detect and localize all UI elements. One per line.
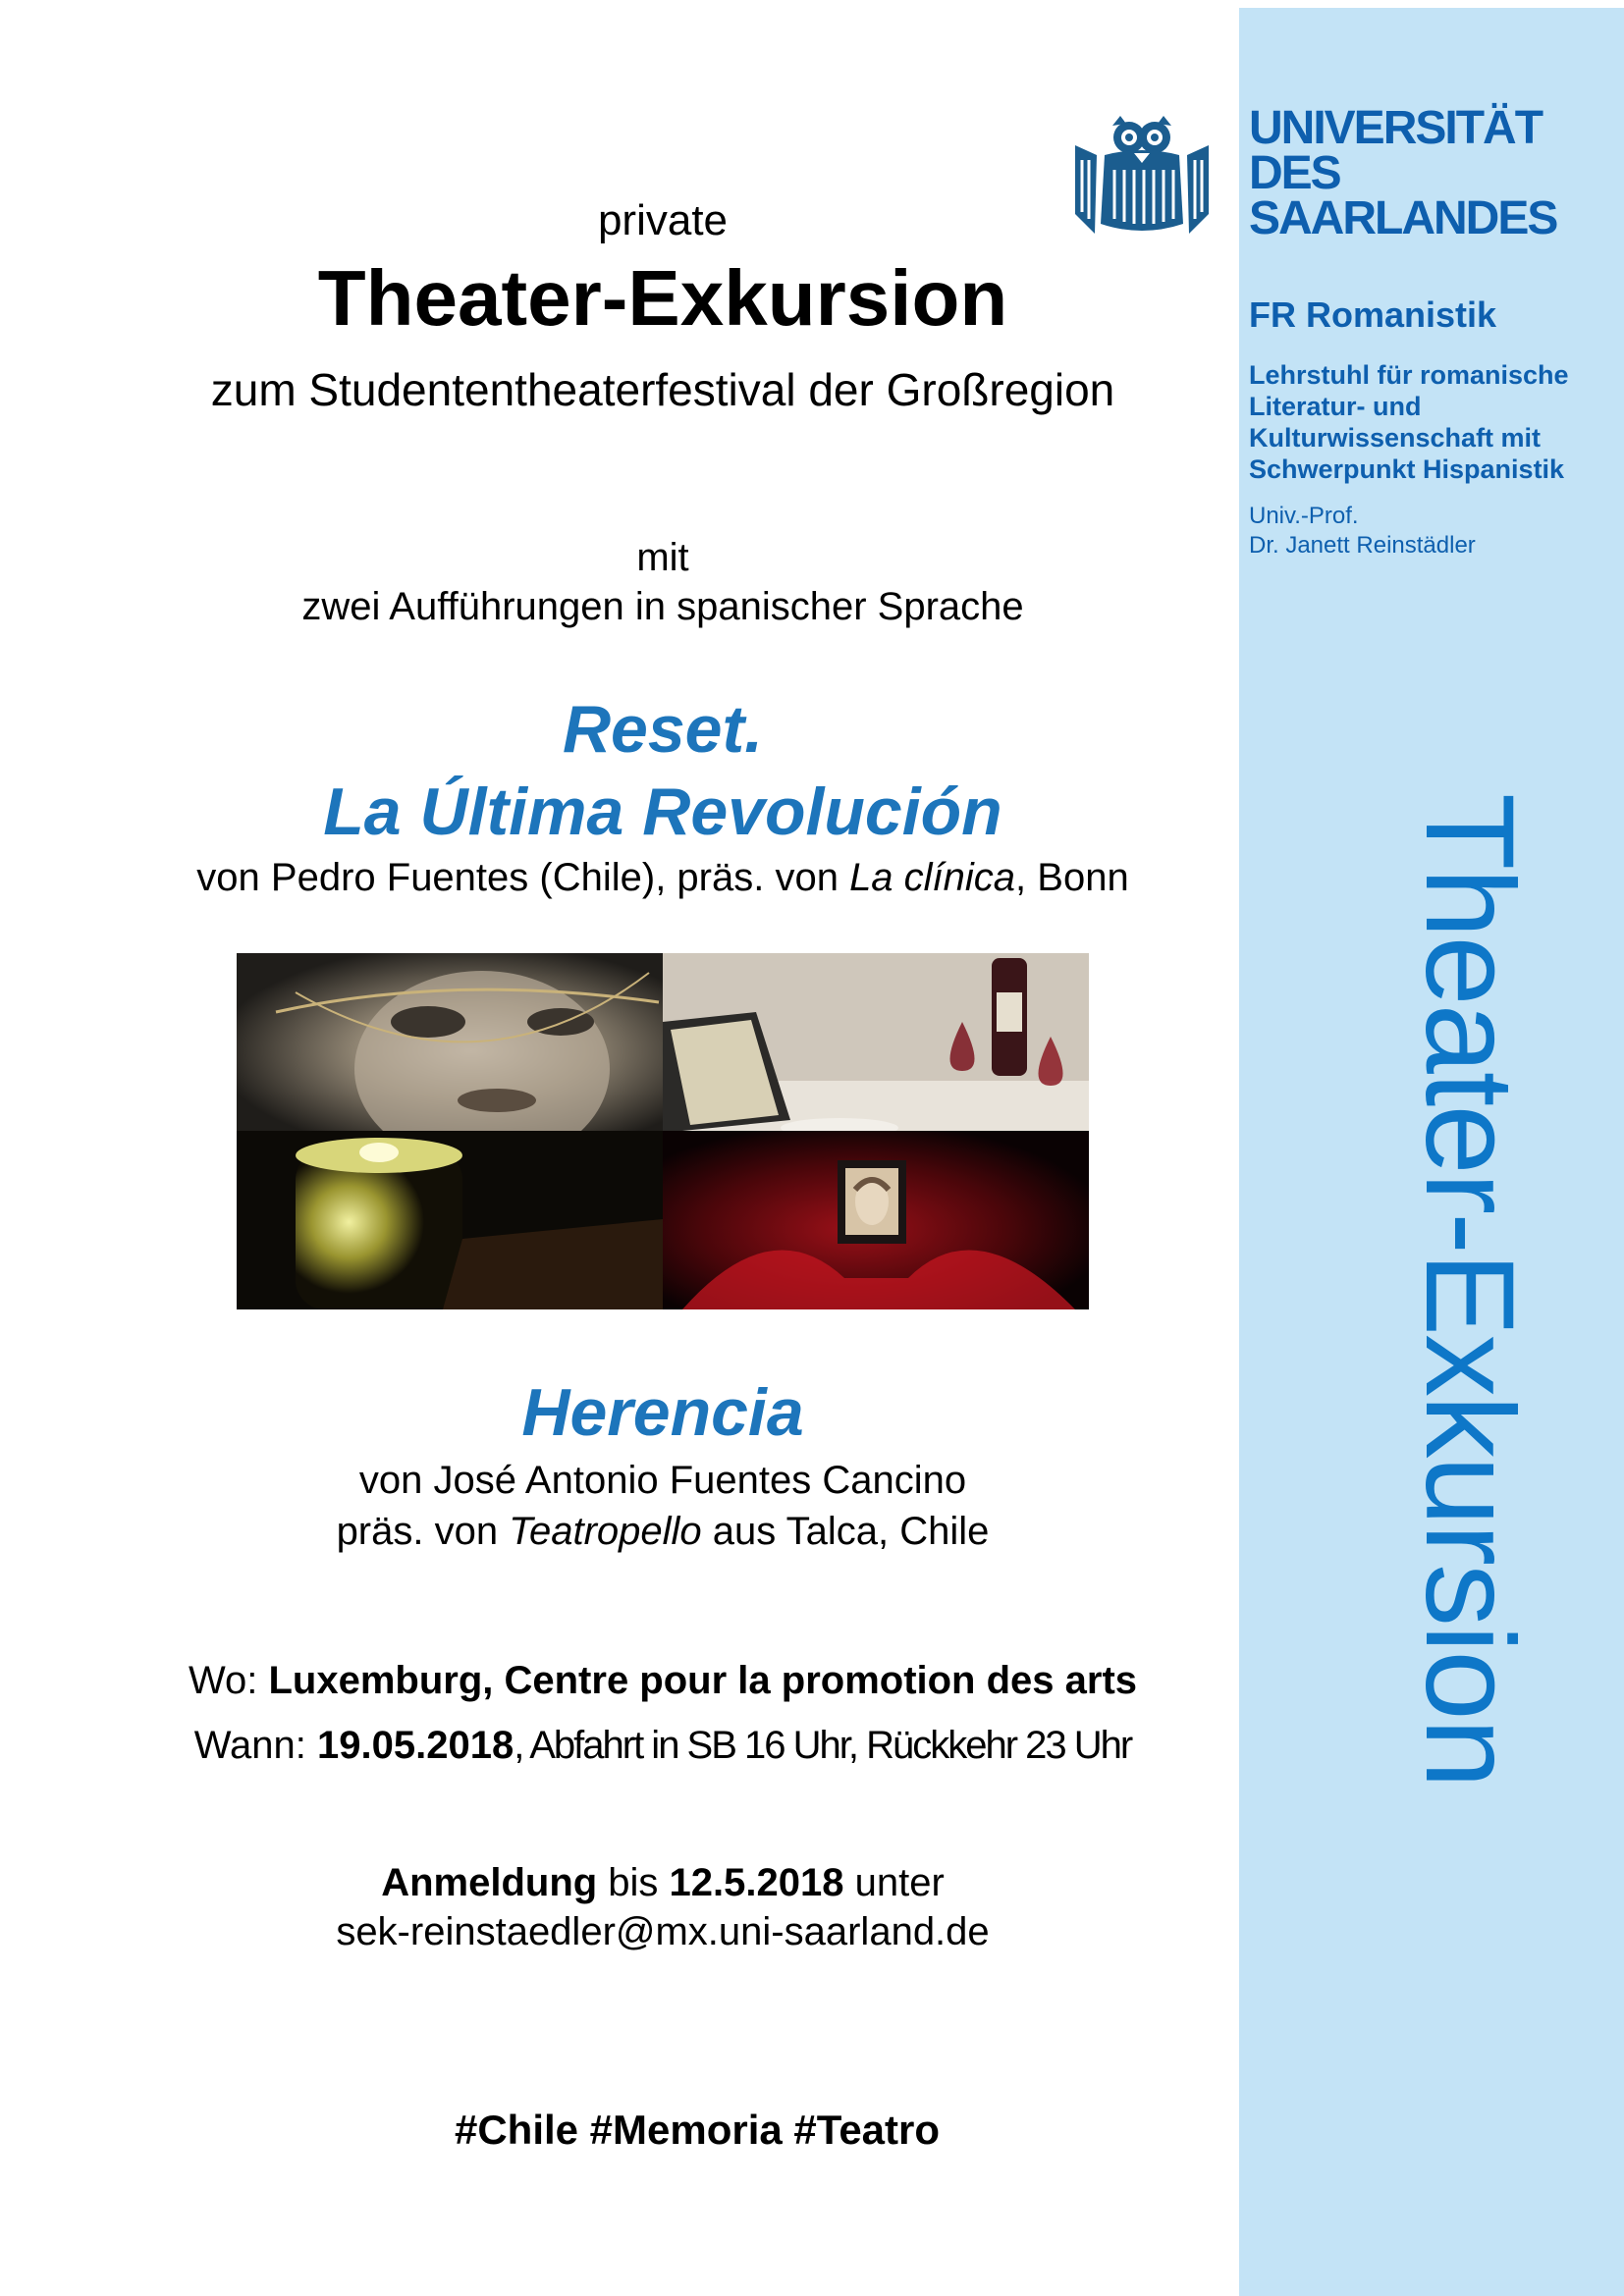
date-line [0, 1724, 1326, 1768]
chair-line3: Kulturwissenschaft mit [1249, 423, 1542, 453]
location-label: Wo: [188, 1659, 269, 1702]
chair-line2: Literatur- und [1249, 392, 1422, 421]
registration-line [0, 1861, 1326, 1905]
registration-bis: bis [597, 1861, 670, 1904]
poster-subtitle: zum Studententheaterfestival der Großregion [210, 364, 1115, 415]
poster-title: Theater-Exkursion [317, 254, 1008, 342]
play2-author: von José Antonio Fuentes Cancino [358, 1459, 967, 1502]
play2-credit [0, 1510, 1326, 1554]
registration-unter: unter [843, 1861, 945, 1904]
chair-line4: Schwerpunkt Hispanistik [1249, 454, 1565, 484]
play2-credit-pre: präs. von [336, 1510, 510, 1553]
registration-label: Anmeldung [381, 1861, 598, 1904]
university-line1: UNIVERSITÄT [1249, 102, 1543, 154]
location-line [0, 1659, 1326, 1703]
date-details: , Abfahrt in SB 16 Uhr, Rückkehr 23 Uhr [514, 1724, 1132, 1767]
location-value: Luxemburg, Centre pour la promotion des arts [268, 1659, 1138, 1702]
owl-logo-icon [1075, 116, 1209, 238]
chair-name [1249, 359, 1569, 485]
date-label: Wann: [193, 1724, 317, 1767]
university-name [1249, 102, 1557, 244]
play1-title-line2: La Última Revolución [323, 774, 1002, 849]
photo-candle [237, 1131, 663, 1309]
vertical-title: Theater-Exkursion [1399, 793, 1540, 1787]
play1-company: La clínica [849, 856, 1016, 899]
registration-date: 12.5.2018 [669, 1861, 844, 1904]
intro-line: zwei Aufführungen in spanischer Sprache [301, 585, 1024, 628]
play1-title-line1: Reset. [562, 692, 764, 767]
professor-name [1249, 502, 1476, 561]
sidebar [1239, 8, 1624, 2296]
intro-mit: mit [636, 536, 689, 579]
university-line2: DES [1249, 147, 1340, 199]
university-line3: SAARLANDES [1249, 192, 1557, 244]
play1-credit-post: , Bonn [1015, 856, 1129, 899]
hashtags: #Chile #Memoria #Teatro [454, 2107, 941, 2153]
chair-line1: Lehrstuhl für romanische [1249, 360, 1569, 390]
photo-face [237, 953, 663, 1131]
date-value: 19.05.2018 [317, 1724, 514, 1767]
play2-credit-post: aus Talca, Chile [701, 1510, 990, 1553]
prof-line2: Dr. Janett Reinstädler [1249, 532, 1476, 559]
play1-credit-pre: von Pedro Fuentes (Chile), präs. von [196, 856, 850, 899]
registration-email[interactable]: sek-reinstaedler@mx.uni-saarland.de [336, 1910, 990, 1953]
prof-line1: Univ.-Prof. [1249, 503, 1359, 529]
department-name: FR Romanistik [1249, 294, 1497, 335]
play2-company: Teatropello [509, 1510, 702, 1553]
play2-title: Herencia [521, 1375, 804, 1450]
photo-portrait-red [663, 1131, 1089, 1309]
photo-collage [237, 953, 1089, 1309]
photo-book-wine [663, 953, 1089, 1131]
private-label: private [597, 196, 729, 244]
play1-credit [0, 856, 1326, 900]
